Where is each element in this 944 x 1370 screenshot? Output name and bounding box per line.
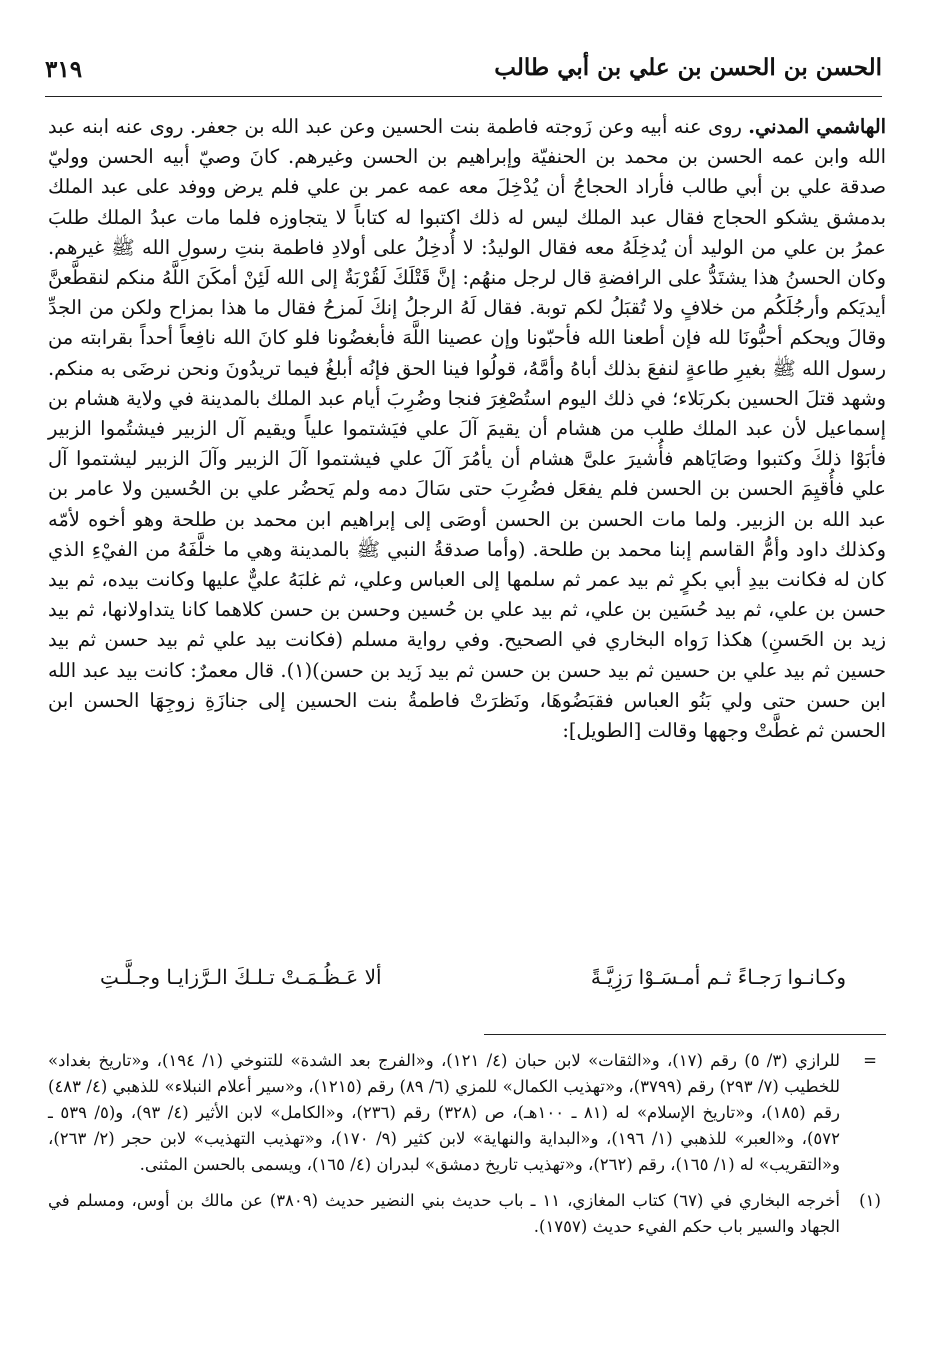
- footnote-text: أخرجه البخاري في (٦٧) كتاب المغازي، ١١ ـ باب حديث بني النضير حديث (٣٨٠٩) عن مالك بن أوس، ومسلم في الجهاد والسير باب حكم الفيء حديث (١٧٥٧).: [48, 1191, 840, 1236]
- paragraph-body: روى عنه أبيه وعن زَوجته فاطمة بنت الحسين وعن عبد الله بن جعفر. روى عنه ابنه عبد الله وابن عمه الحسن بن محمد بن الحنفيّة وإبراهيم بن الحسن وغيرهم. كانَ وصيّ أبيه الحسن ووليّ صدقة علي بن أبي طالب فأراد الحجاجُ أن يُدْخِلَ معه عمه عمر بن علي فلم يرض ووفد على عبد الملك بدمشق يشكو الحجاج فقال عبد الملك ليس له ذلك اكتبوا له كتاباً لا يتجاوزه فلما مات عبدُ الملك طلبَ عمرُ بن علي من الوليد أن يُدخِلَهُ معه فقال الوليدُ: لا أُدخِلُ على أولادِ فاطمة بنتِ رسولِ الله ﷺ غيرهم. وكان الحسنُ هذا يشتَدُّ على الرافضةِ قال لرجل منهُم: إنَّ قَتْلَكَ لَقُرْبَةٌ إلى الله لَئِنْ أمكَنَ اللَّهُ منكم لنقطَّعنَّ أيديَكم وأرجُلَكُم من خلافٍ ولا تُقبَلُ لكم توبة. فقال لَهُ الرجلُ إنكَ لَمزحُ فقال ما هذا بمزاح ولكن من الجدِّ وقالَ ويحكم أحبُّونَا لله فإن أطعنا الله فأحبّونا وإن عصينا اللَّهَ فأبغضُونا فلو كانَ الله نافِعاً أحداً بقرابته من رسول الله ﷺ بغيرِ طاعةٍ لنفعَ بذلك أباهُ وأمَّهُ، قولُوا فينا الحق فإنُه أبلغُ فيما تريدُونَ ونحن نرضَى به منكم. وشهد قتلَ الحسين بكربَلاء؛ في ذلك اليوم استُصْغِرَ فنجا وضُرِبَ أيام عبد الملك بالمدينة في ولاية هشام بن إسماعيل لأن عبد الملك طلب من هشام أن يقيمَ آلَ علي فيَشتموا علياً ويقيم آل الزبير فيشتُموا الزبير فأبَوْا ذلكَ وكتبوا وصَايَاهم فأُشيرَ علىَّ هشام أن يأمُرَ آلَ علي فيشتموا آلَ الزبير وآلَ الزبير ليشتموا آل علي فأُقيِمَ الحسن بن الحسن فلم يفعَل فضُرِبَ حتى سَالَ دمه ولم يَحضُر علي بن الحُسين ولا عامر بن عبد الله بن الزبير. ولما مات الحسن بن الحسن أوصَى إلى إبراهيم ابن محمد بن طلحة وهو أخوه لأمّه وكذلك داود وأمُّ القاسم إبنا محمد بن طلحة. (وأما صدقةُ النبي ﷺ بالمدينة وهي ما خلَّفَهُ من الفيْءِ الذي كان له فكانت بيدِ أبي بكرٍ ثم بيد عمر ثم سلمها إلى العباس وعلي، ثم غلبَهُ عليٌّ عليها وكانت بيده، ثم بيد حسن بن علي، ثم بيد حُسَين بن علي، ثم بيد علي بن حُسين وحسن بن حسن كلاهما كانا يتداولانها، ثم بيد زيد بن الحَسنِ) هكذا رَواه البخاري في الصحيح. وفي رواية مسلم (فكانت بيد علي ثم بيد حسن ثم بيد حسين ثم بيد علي بن حسين ثم بيد حسن بن حسن ثم بيد زَيد بن حسن)(١). قال معمرٌ: كانت بيد عبد الله ابن حسن حتى ولي بَنُو العباس فقبَضُوهَا، ونَظرَتْ فاطمةُ بنت الحسين إلى جنازَةِ زوجِهَا الحسن ابن الحسن ثم غطَّتْ وجهها وقالت [الطويل]:: [48, 115, 887, 743]
- verse-first-hemistich: وكـانـوا رَجـاءً ثـم أمـسَـوْا رَزِيَّـةً: [590, 965, 846, 989]
- biography-text: [48, 112, 886, 746]
- footnotes: [48, 1048, 900, 1250]
- footnote-divider: [484, 1034, 886, 1035]
- verse-second-hemistich: ألا عَـظُـمَـتْ تـلـكَ الـرَّزايـا وجـلَّـتِ: [100, 965, 382, 989]
- footnote-marker: (١): [859, 1191, 881, 1210]
- running-title: الحسن بن الحسن بن علي بن أبي طالب: [494, 54, 882, 81]
- poetry-verse: [100, 965, 846, 989]
- footnote-marker: =: [863, 1051, 877, 1070]
- page-header: [45, 52, 882, 97]
- footnote-text: للرازي (٣/ ٥) رقم (١٧)، و«الثقات» لابن حبان (٤/ ١٢١)، و«الفرج بعد الشدة» للتنوخي (١/ ١٩٤)، و«تاريخ بغداد» للخطيب (٧/ ٢٩٣) رقم (٣٧٩٩)، و«تهذيب الكمال» للمزي (٦/ ٨٩) رقم (١٢١٥)، و«سير أعلام النبلاء» للذهبي (٤/ ٤٨٣) رقم (١٨٥)، و«تاريخ الإسلام» له (٨١ ـ ١٠٠هـ)، ص (٣٢٨) رقم (٢٣٦)، و«الكامل» لابن الأثير (٤/ ٩٣)، و(٥/ ٥٣٩ ـ ٥٧٢)، و«العبر» للذهبي (١/ ١٩٦)، و«البداية والنهاية» لابن كثير (٩/ ١٧٠)، و«تهذيب التهذيب» لابن حجر (٢/ ٢٦٣)، و«التقريب» له (١/ ١٦٥)، رقم (٢٦٢)، و«تهذيب تاريخ دمشق» لبدران (٤/ ١٦٥)، ويسمى بالحسن المثنى.: [48, 1051, 840, 1174]
- footnote-continuation: [48, 1048, 900, 1178]
- main-paragraph: [48, 112, 886, 746]
- footnote-1: [48, 1188, 900, 1240]
- page-number: ٣١٩: [45, 56, 83, 83]
- lead-term: الهاشمي المدني.: [748, 115, 886, 138]
